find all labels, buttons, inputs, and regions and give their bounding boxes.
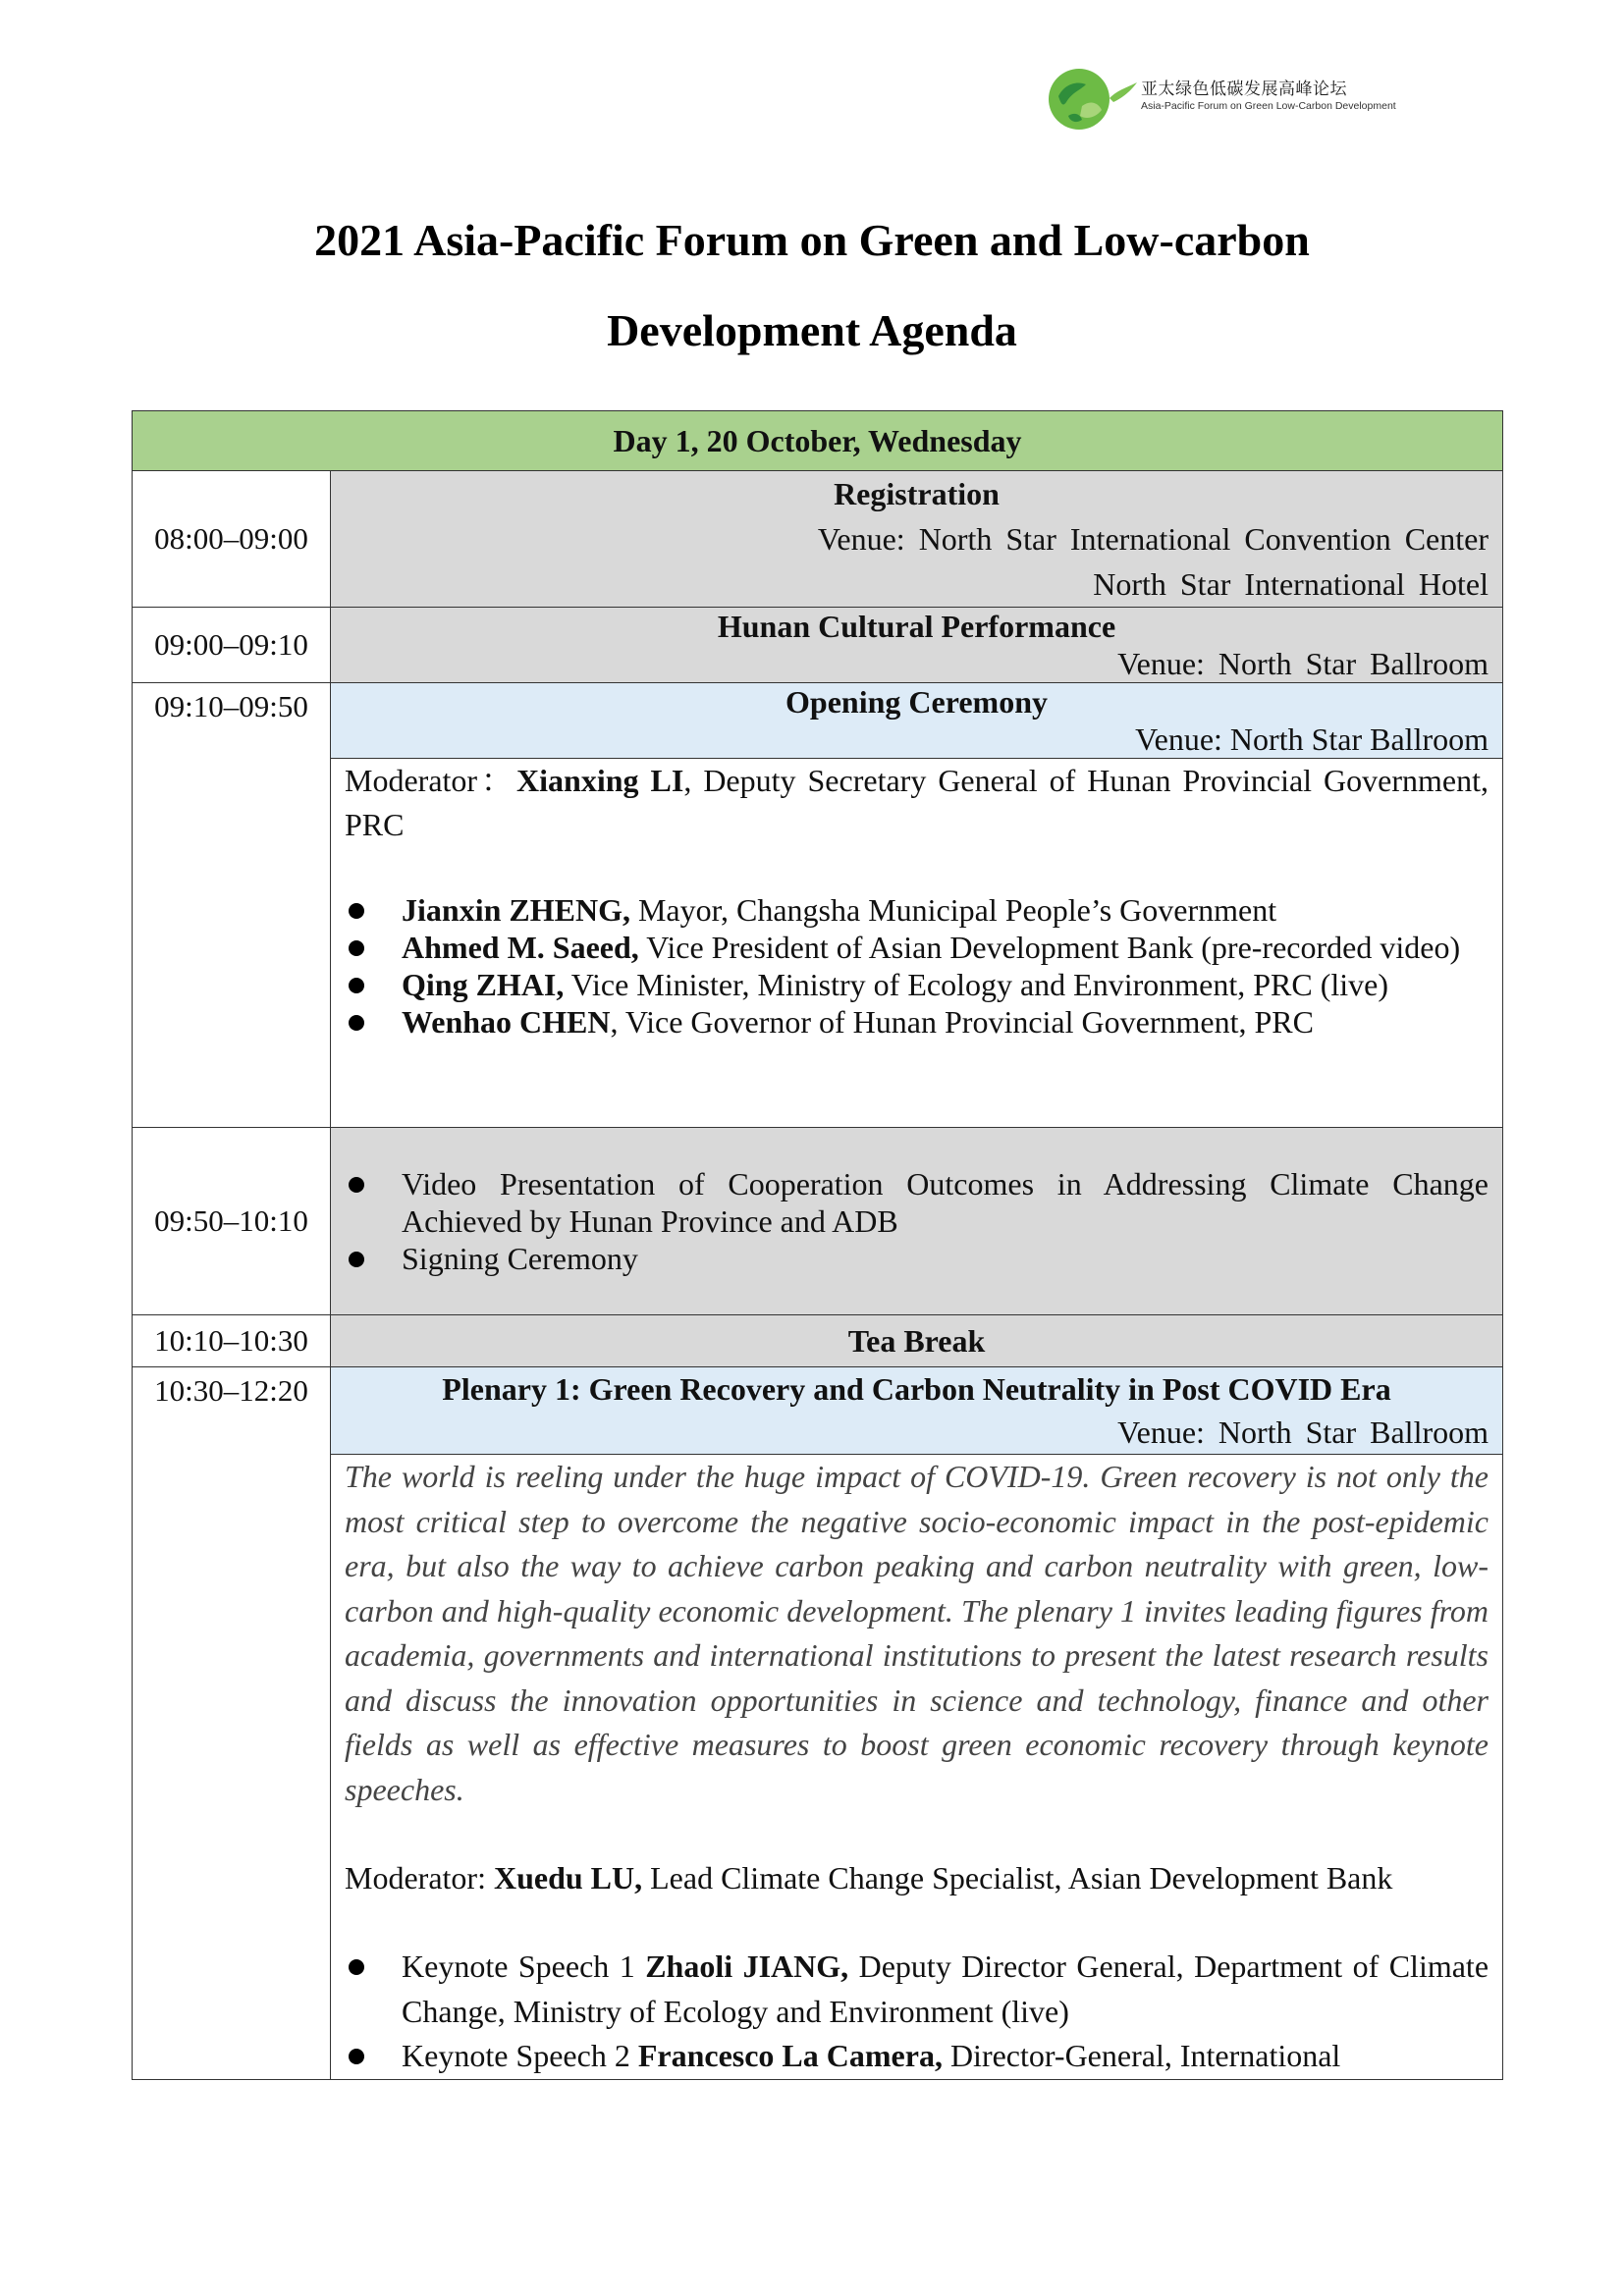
keynote-list [345,1945,1489,2079]
session-venue: Venue: North Star Ballroom [1135,721,1489,757]
speaker-role: Deputy Director General, Department of Climate Change, Ministry of Ecology and Environment (live) [402,1949,1489,2029]
speaker-name: Francesco La Camera, [637,2038,943,2073]
page-title-line2: Development Agenda [607,305,1017,355]
list-item [345,966,1489,1003]
session-venue: Venue: North Star Ballroom [1117,1415,1489,1450]
bullet-icon [349,1959,364,1975]
moderator-role: , Deputy Secretary General of Hunan Provincial Government, PRC [345,763,1489,842]
day-header: Day 1, 20 October, Wednesday [133,411,1503,471]
time-slot: 10:10–10:30 [133,1315,331,1367]
moderator-label: Moderator： [345,763,517,798]
moderator-label: Moderator: [345,1860,494,1896]
session-title: Hunan Cultural Performance [717,609,1116,644]
bullet-icon [349,2049,364,2064]
session-title: Opening Ceremony [785,684,1048,720]
agenda-row-performance [133,608,1503,683]
session-cell [331,471,1503,608]
forum-logo [1047,67,1396,132]
speaker-name: Qing ZHAI, [402,967,565,1002]
session-details [331,759,1503,1128]
list-item [345,2034,1489,2079]
time-slot: 09:10–09:50 [133,683,331,1128]
session-title: Registration [834,476,1000,511]
speaker-name: Zhaoli JIANG, [645,1949,849,1984]
activity-text: Video Presentation of Cooperation Outcomes in Addressing Climate Change Achieved by Hunan Province and ADB [402,1166,1489,1239]
speaker-role: , Vice Governor of Hunan Provincial Government, PRC [610,1004,1314,1040]
session-description: The world is reeling under the huge impact of COVID-19. Green recovery is not only the most critical step to overcome the negative socio-economic impact in the post-epidemic era, but also the way to achieve carbon peaking and carbon neutrality with green, low-carbon and high-quality economic development. The plenary 1 invites leading figures from academia, governments and international institutions to present the latest research results and discuss the innovation opportunities in science and technology, finance and other fields as well as effective measures to boost green economic recovery through keynote speeches. [345,1459,1489,1807]
moderator-name: Xuedu LU, [493,1860,643,1896]
session-cell [331,1367,1503,1455]
session-details [331,1455,1503,2080]
logo-chinese-text: 亚太绿色低碳发展高峰论坛 [1141,80,1347,99]
agenda-row-registration [133,471,1503,608]
moderator-name: Xianxing LI [516,763,684,798]
moderator-line [345,759,1489,847]
agenda-row-opening [133,683,1503,759]
activity-list [345,1165,1489,1277]
bullet-icon [349,940,364,956]
day-header-row [133,411,1503,471]
agenda-row-plenary-details [133,1455,1503,2080]
agenda-table [132,410,1503,2080]
globe-leaf-icon [1047,67,1111,132]
keynote-prefix: Keynote Speech 2 [402,2038,638,2073]
speaker-name: Wenhao CHEN [402,1004,611,1040]
session-venue-line2: North Star International Hotel [1093,566,1489,602]
agenda-row-video [133,1128,1503,1315]
speaker-list [345,891,1489,1041]
session-cell [331,683,1503,759]
session-title: Plenary 1: Green Recovery and Carbon Neutrality in Post COVID Era [442,1371,1391,1407]
moderator-line [345,1856,1489,1900]
time-slot: 08:00–09:00 [133,471,331,608]
session-venue: Venue: North Star International Convention Center [817,521,1489,557]
time-slot: 09:50–10:10 [133,1128,331,1315]
time-slot: 09:00–09:10 [133,608,331,683]
bird-icon [1108,77,1141,110]
list-item [345,1240,1489,1277]
session-cell [331,608,1503,683]
speaker-role: Vice President of Asian Development Bank (pre-recorded video) [638,930,1461,965]
moderator-role: Lead Climate Change Specialist, Asian Development Bank [642,1860,1393,1896]
session-cell [331,1128,1503,1315]
bullet-icon [349,1252,364,1267]
list-item [345,1165,1489,1240]
speaker-role: Vice Minister, Ministry of Ecology and Environment, PRC (live) [564,967,1389,1002]
speaker-role: Director-General, International [942,2038,1341,2073]
session-title: Tea Break [331,1315,1503,1367]
list-item [345,1003,1489,1041]
activity-text: Signing Ceremony [402,1241,638,1276]
list-item [345,1945,1489,2034]
agenda-row-opening-details [133,759,1503,1128]
bullet-icon [349,1015,364,1031]
time-slot: 10:30–12:20 [133,1367,331,2080]
bullet-icon [349,978,364,993]
keynote-prefix: Keynote Speech 1 [402,1949,646,1984]
agenda-row-tea [133,1315,1503,1367]
list-item [345,891,1489,929]
list-item [345,929,1489,966]
speaker-name: Jianxin ZHENG, [402,892,630,928]
logo-english-text: Asia-Pacific Forum on Green Low-Carbon Development [1141,100,1396,112]
bullet-icon [349,903,364,919]
bullet-icon [349,1177,364,1193]
speaker-name: Ahmed M. Saeed, [402,930,639,965]
page-title-line1: 2021 Asia-Pacific Forum on Green and Low-carbon [314,215,1310,265]
speaker-role: Mayor, Changsha Municipal People’s Government [629,892,1277,928]
agenda-row-plenary [133,1367,1503,1455]
session-venue: Venue: North Star Ballroom [1117,646,1489,681]
